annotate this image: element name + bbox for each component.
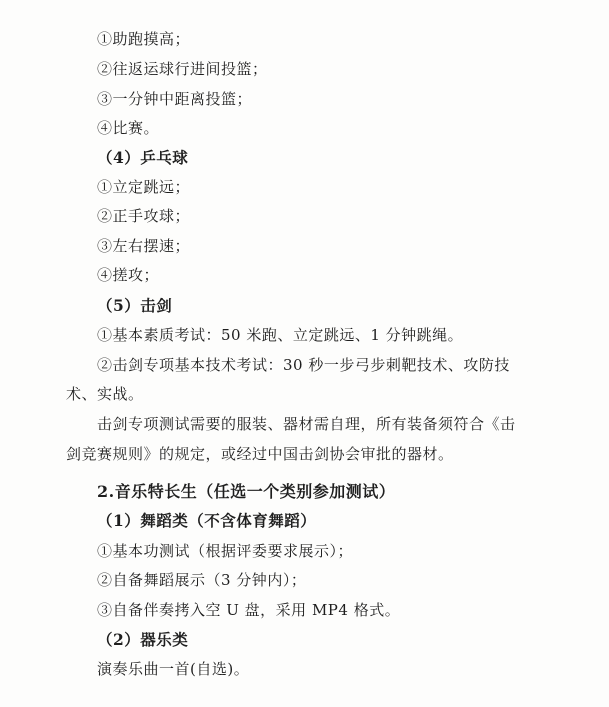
table-tennis-item-2: ②正手攻球； (97, 207, 191, 225)
table-tennis-item-4: ④搓攻； (97, 266, 160, 284)
dance-item-1: ①基本功测试（根据评委要求展示）； (97, 542, 354, 560)
basketball-item-4: ④比赛。 (97, 119, 160, 137)
fencing-item-1: ①基本素质考试：50 米跑、立定跳远、1 分钟跳绳。 (97, 326, 464, 344)
basketball-item-2: ②往返运球行进间投篮； (97, 60, 268, 78)
basketball-item-3: ③一分钟中距离投篮； (97, 90, 253, 108)
dance-heading: （1）舞蹈类（不含体育舞蹈） (97, 511, 317, 530)
fencing-item-2-line1: ②击剑专项基本技术考试：30 秒一步弓步刺靶技术、攻防技 (97, 356, 510, 374)
table-tennis-item-1: ①立定跳远； (97, 178, 191, 196)
fencing-note-line2: 剑竞赛规则》的规定，或经过中国击剑协会审批的器材。 (66, 445, 454, 463)
dance-item-2: ②自备舞蹈展示（3 分钟内）； (97, 571, 307, 589)
music-heading: 2.音乐特长生（任选一个类别参加测试） (97, 482, 396, 501)
fencing-heading: （5）击剑 (97, 296, 173, 315)
instrument-heading: （2）器乐类 (97, 630, 189, 649)
table-tennis-heading: （4）乒乓球 (97, 148, 189, 167)
dance-item-3: ③自备伴奏拷入空 U 盘，采用 MP4 格式。 (97, 601, 401, 619)
fencing-note-line1: 击剑专项测试需要的服装、器材需自理，所有装备须符合《击 (97, 415, 516, 433)
basketball-item-1: ①助跑摸高； (97, 30, 191, 48)
instrument-text: 演奏乐曲一首(自选)。 (97, 660, 250, 678)
table-tennis-item-3: ③左右摆速； (97, 237, 191, 255)
fencing-item-2-line2: 术、实战。 (66, 385, 144, 403)
